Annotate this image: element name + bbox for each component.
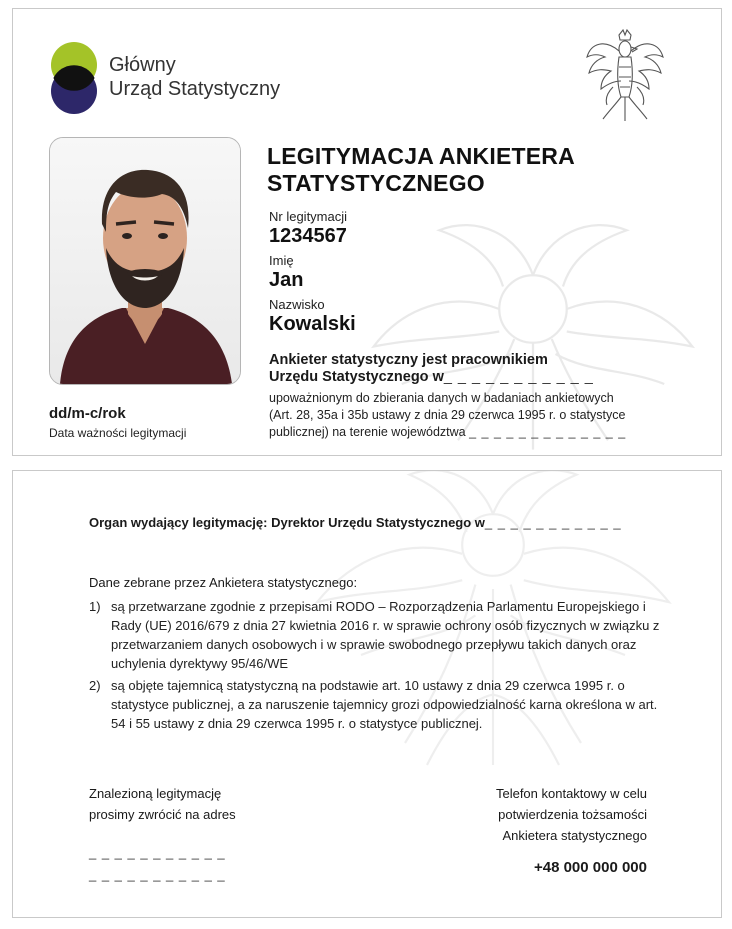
phone-caption-line-1: Telefon kontaktowy w celu [495, 786, 647, 801]
list-item-text: są przetwarzane zgodnie z przepisami RODO – Rozporządzenia Parlamentu Europejskiego i Rady (UE) 2016/679 z dnia 27 kwietnia 2016 r. w sprawie ochrony osób fizycznych w związku z przetwarzaniem danych osobowych i w sprawie swobodnego przepływu takich danych oraz uchylenia dyrektywy 95/46/WE [111, 599, 660, 671]
gus-logo [49, 39, 309, 119]
issuing-authority-text: Organ wydający legitymację: Dyrektor Urzędu Statystycznego w [89, 515, 485, 530]
last-name-value: Kowalski [269, 313, 356, 335]
authorization-text [269, 390, 709, 441]
portrait-photo [50, 138, 240, 384]
first-name-label: Imię [269, 253, 294, 268]
logo-line-2: Urząd Statystyczny [109, 78, 281, 100]
phone-caption-line-2: potwierdzenia tożsamości [498, 807, 647, 822]
statement-line-1: Ankieter statystyczny jest pracownikiem [269, 352, 548, 368]
card-title: LEGITYMACJA ANKIETERA STATYSTYCZNEGO [267, 143, 575, 196]
return-instructions [89, 783, 236, 825]
phone-caption-line-3: Ankietera statystycznego [502, 828, 647, 843]
data-intro: Dane zebrane przez Ankietera statystycznego: [89, 575, 358, 590]
list-item [89, 676, 669, 733]
id-card-back [12, 470, 722, 918]
issuing-office-blank: _ _ _ _ _ _ _ _ _ _ _ [484, 515, 622, 530]
voivodeship-text: publicznej) na terenie województwa [269, 425, 466, 439]
statement-line-2 [269, 369, 689, 386]
logo-line-1: Główny [109, 54, 176, 76]
holder-photo [49, 137, 241, 385]
authorization-line-3 [269, 424, 709, 441]
employment-statement [269, 352, 689, 386]
return-line-2: prosimy zwrócić na adres [89, 807, 236, 822]
first-name-value: Jan [269, 269, 304, 291]
gus-logo-text [109, 53, 280, 101]
expiry-date-label: Data ważności legitymacji [49, 426, 187, 440]
voivodeship-blank: _ _ _ _ _ _ _ _ _ _ _ _ _ [469, 425, 627, 439]
polish-eagle-icon [583, 27, 667, 125]
list-item [89, 597, 669, 673]
issuing-authority [89, 515, 622, 530]
id-number-label: Nr legitymacji [269, 209, 348, 224]
gus-logo-mark-icon [49, 39, 99, 117]
list-item-text: są objęte tajemnicą statystyczną na podstawie art. 10 ustawy z dnia 29 czerwca 1995 r. o statystyce publicznej, a za naruszenie tajemnicy grozi odpowiedzialność karna określona w art. 54 i 55 ustawy z dnia 29 czerwca 1995 r. o statystyce publicznej. [111, 678, 658, 731]
office-blank: _ _ _ _ _ _ _ _ _ _ _ [443, 369, 594, 385]
id-card-front [12, 8, 722, 456]
authorization-line-2: (Art. 28, 35a i 35b ustawy z dnia 29 czerwca 1995 r. o statystyce [269, 408, 626, 422]
last-name-label: Nazwisko [269, 297, 325, 312]
address-blank-1: _ _ _ _ _ _ _ _ _ _ _ [89, 845, 226, 860]
contact-phone-number: +48 000 000 000 [533, 859, 647, 876]
data-processing-list [89, 597, 669, 736]
id-number-value: 1234567 [269, 225, 347, 247]
phone-caption [427, 783, 647, 846]
list-item-number: 1) [89, 599, 101, 614]
authorization-line-1: upoważnionym do zbierania danych w badaniach ankietowych [269, 391, 614, 405]
address-blank-2: _ _ _ _ _ _ _ _ _ _ _ [89, 867, 226, 882]
list-item-number: 2) [89, 678, 101, 693]
statement-office-text: Urzędu Statystycznego w [269, 369, 444, 385]
return-line-1: Znalezioną legitymację [89, 786, 222, 801]
expiry-date-value: dd/m-c/rok [49, 405, 126, 422]
